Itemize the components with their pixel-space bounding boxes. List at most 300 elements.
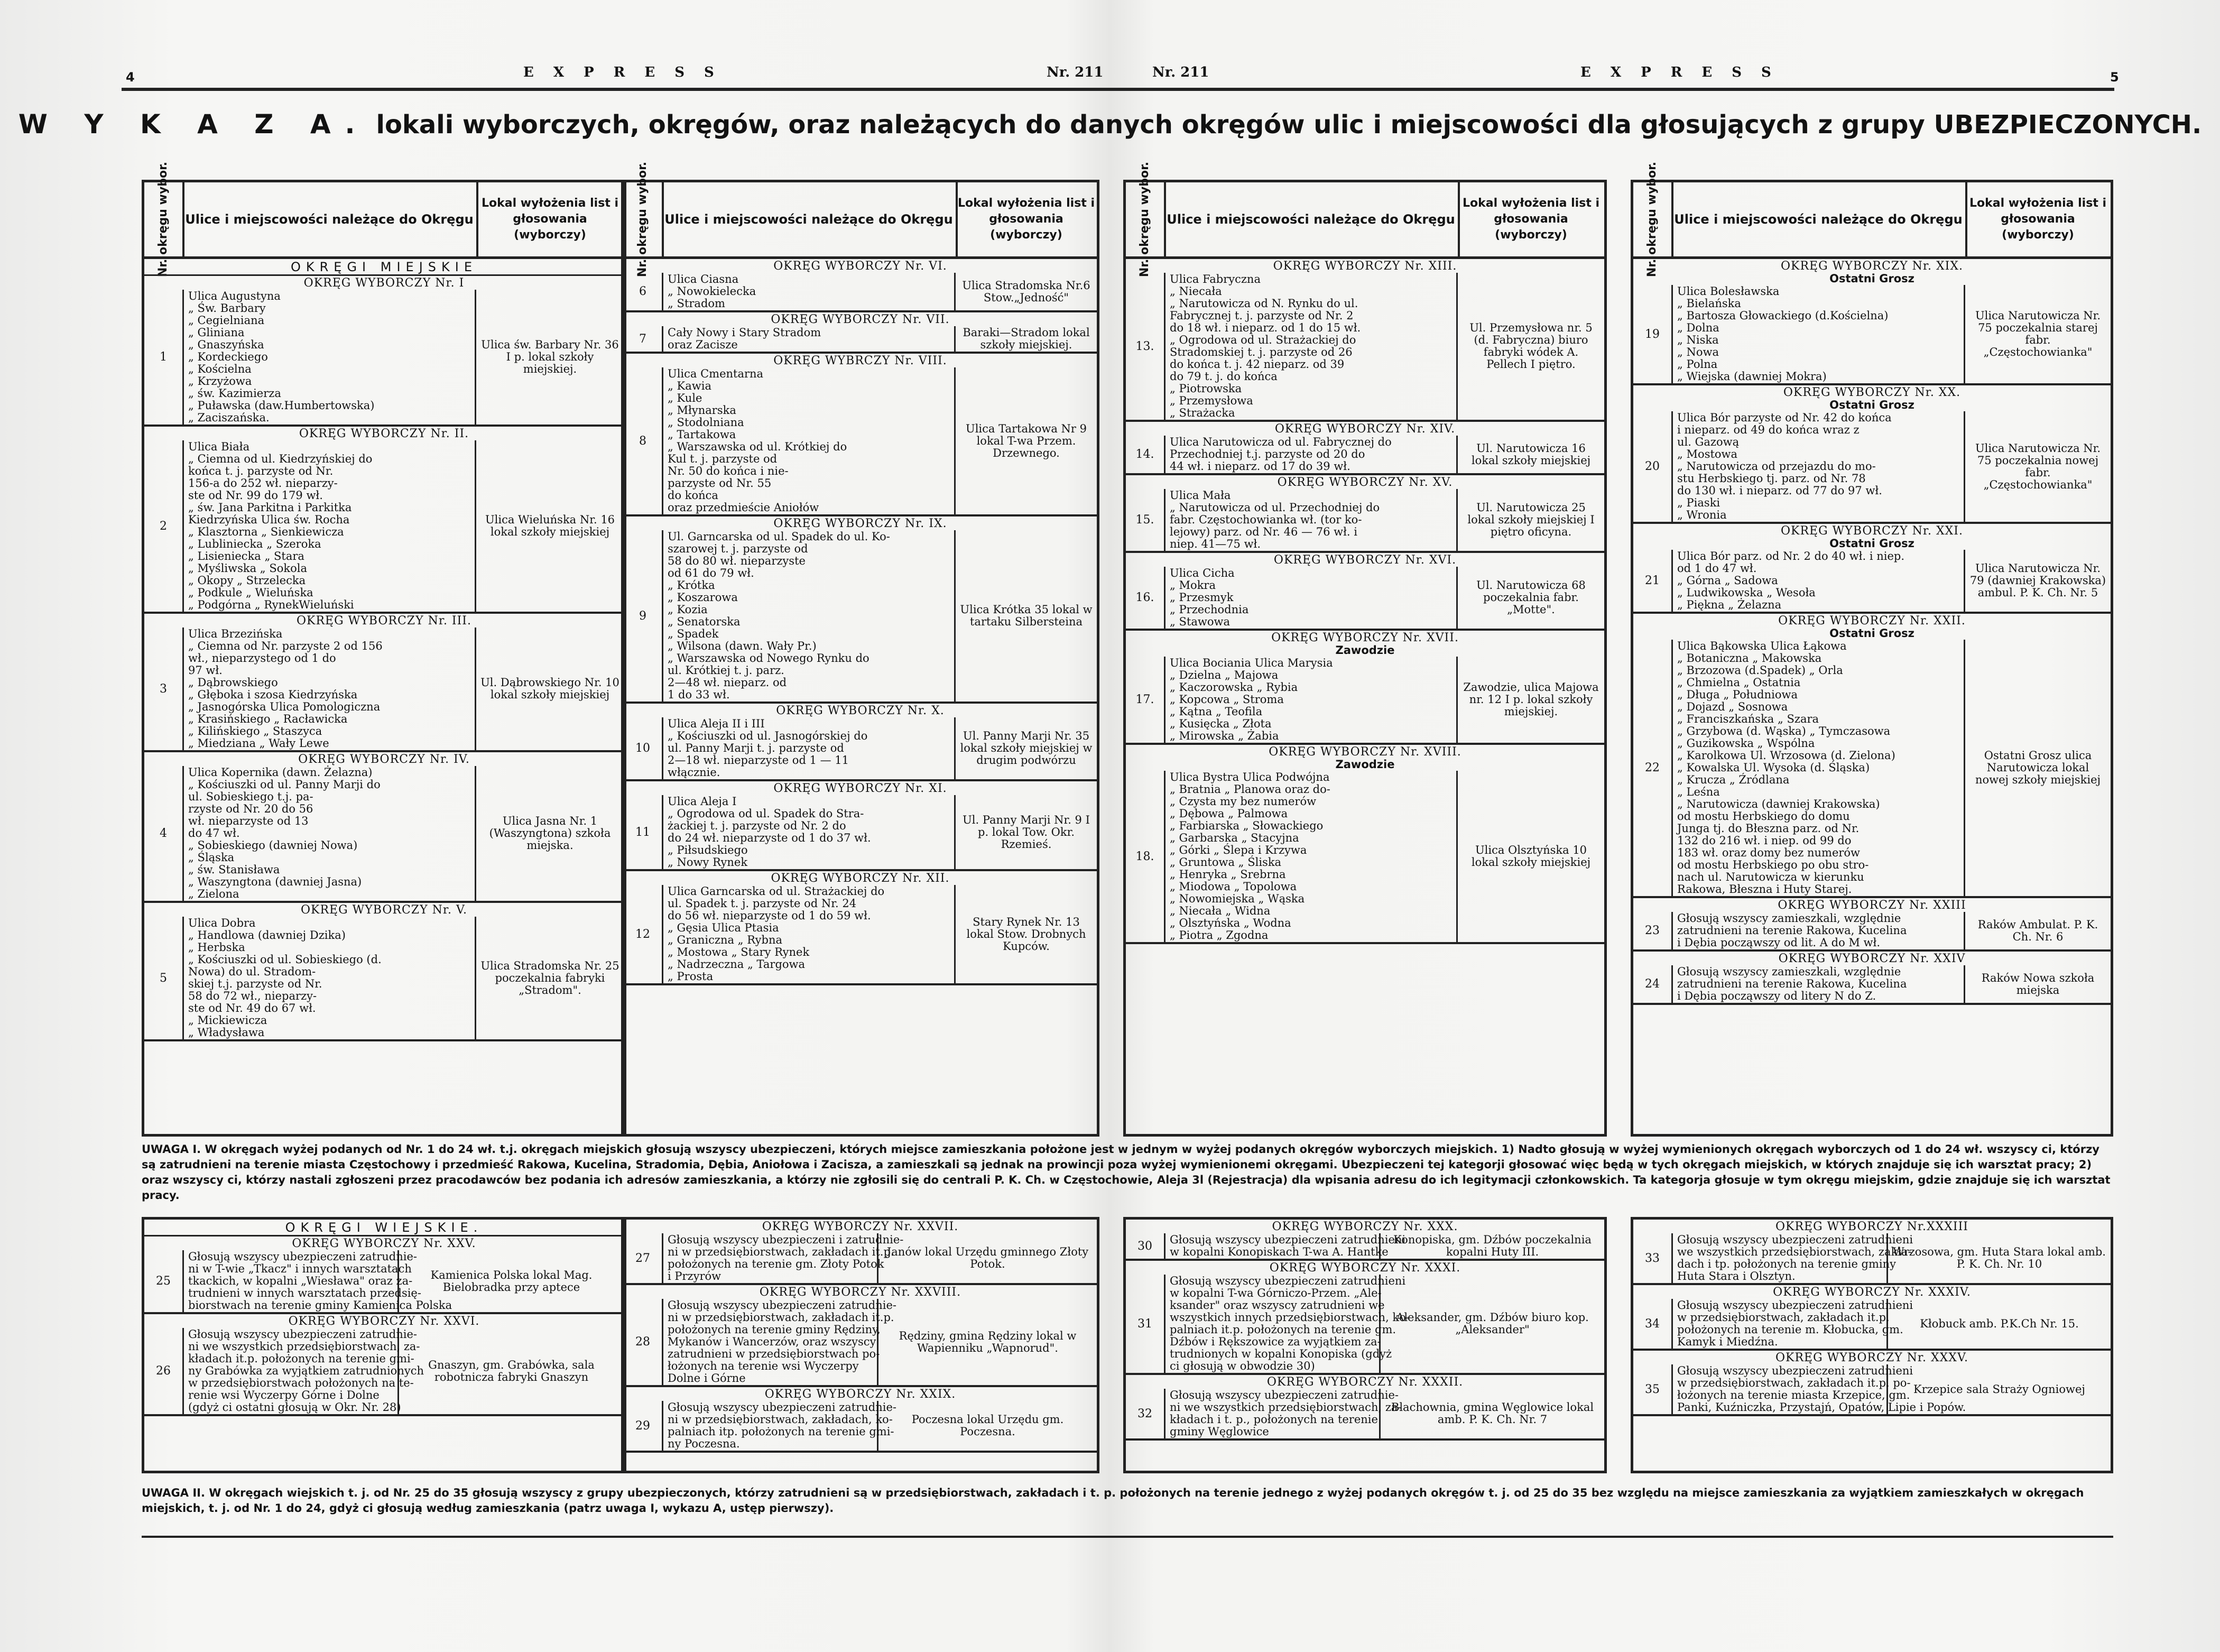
street-line: Głosują wszyscy ubezpieczeni zatrudnieni <box>1677 1364 1913 1377</box>
district-row <box>144 627 624 750</box>
district-title: OKRĘG WYBORCZY Nr. IX. <box>773 517 947 530</box>
district-title: OKRĘG WYBORCZY Nr. XXXI. <box>1269 1261 1461 1275</box>
district-column <box>1631 161 2113 1137</box>
street-line: „ Kościuszki od ul. Jasnogórskiej do <box>668 730 868 742</box>
district-row <box>144 917 624 1039</box>
district-row <box>1126 489 1604 551</box>
district-row <box>144 1328 624 1414</box>
district-subtitle: Zawodzie <box>1335 758 1395 771</box>
street-line: do 24 wł. nieparzyste od 1 do 37 wł. <box>668 832 871 844</box>
district-block <box>144 752 624 903</box>
street-line: „ Mirowska „ Żabia <box>1170 730 1279 742</box>
street-line: „ Kordeckiego <box>188 350 268 363</box>
district-subtitle: Ostatni Grosz <box>1829 272 1914 285</box>
district-polling-place: Ul. Panny Marji Nr. 9 I p. lokal Tow. Okr. Rzemieś. <box>963 813 1090 851</box>
district-number: 11 <box>635 825 650 839</box>
street-line: „ Kaczorowska „ Rybia <box>1170 681 1298 694</box>
district-streets <box>1671 411 1965 522</box>
district-polling-place: Raków Nowa szkoła miejska <box>1981 971 2095 996</box>
street-line: „ Narutowicza od ul. Przechodniej do <box>1170 501 1380 514</box>
street-line: „ Gnaszyńska <box>188 338 264 351</box>
district-number: 5 <box>160 971 167 985</box>
district-polling-place: Ulica Olsztyńska 10 lokal szkoły miejskiej <box>1471 844 1591 869</box>
street-line: Ulica Fabryczna <box>1170 273 1261 285</box>
street-line: kładach it.p. położonych na terenie gmi- <box>188 1352 414 1365</box>
street-line: Panki, Kuźniczka, Przystajń, Opatów, Lipie i Popów. <box>1677 1401 1966 1414</box>
street-line: „ Narutowicza (dawniej Krakowska) <box>1677 798 1880 810</box>
street-line: „ Waszyngtona (dawniej Jasna) <box>188 875 362 888</box>
street-line: „ Władysława <box>188 1026 265 1039</box>
street-line: „ Kusięcka „ Złota <box>1170 717 1272 730</box>
district-block <box>624 516 1097 704</box>
street-line: skiej t.j. parzyste od Nr. <box>188 977 322 990</box>
street-line: „ Nowa <box>1677 346 1719 358</box>
street-line: Ulica Aleja II i III <box>668 717 765 730</box>
district-title: OKRĘG WYBORCZY Nr. XVII. <box>1271 631 1459 644</box>
street-line: „ Niecała <box>1170 285 1222 298</box>
district-number: 18. <box>1135 850 1154 863</box>
district-block <box>1633 1351 2111 1416</box>
district-number: 23 <box>1645 924 1660 937</box>
street-line: Kamyk i Miedźna. <box>1677 1335 1778 1348</box>
district-title: OKRĘG WYBORCZY Nr. XXIII <box>1778 899 1966 912</box>
district-block <box>624 1220 1097 1285</box>
district-number: 21 <box>1645 574 1660 587</box>
street-line: Ulica Kopernika (dawn. Żelazna) <box>188 766 373 779</box>
street-line: ul. Krótkiej t. j. parz. <box>668 664 784 677</box>
street-line: położonych na terenie gminy Rędziny, <box>668 1323 881 1336</box>
street-line: Huta Stara i Olsztyn. <box>1677 1270 1796 1282</box>
district-block <box>1633 385 2111 524</box>
street-line: „ Stodolniana <box>668 416 744 429</box>
street-line: Ulica Mała <box>1170 489 1231 502</box>
street-line: „ Mostowa <box>1677 448 1738 460</box>
district-column <box>1123 161 1607 1137</box>
district-polling-place: Ulica Narutowicza Nr. 75 poczekalnia nowej fabr. „Częstochowianka" <box>1975 441 2101 491</box>
street-line: „ Graniczna „ Rybna <box>668 934 783 946</box>
street-line: „ Podkule „ Wieluńska <box>188 586 313 599</box>
street-line: „ Strażacka <box>1170 407 1235 419</box>
district-number: 30 <box>1137 1239 1152 1253</box>
street-line: „ Leśna <box>1677 786 1720 798</box>
street-line: „ Krasińskiego „ Racławicka <box>188 713 348 725</box>
district-title: OKRĘG WYBORCZY Nr. XXV. <box>292 1237 476 1250</box>
district-block <box>1126 1261 1604 1375</box>
district-number: 16. <box>1135 591 1154 604</box>
street-line: „ Krucza „ Źródlana <box>1677 773 1790 786</box>
street-line: Głosują wszyscy ubezpieczeni zatrudnie- <box>1170 1389 1399 1401</box>
district-title: OKRĘG WYBORCZY Nr. XV. <box>1277 476 1453 489</box>
street-line: „ Kozia <box>668 603 708 616</box>
street-line: „ Brzozowa (d.Spadek) „ Orla <box>1677 664 1843 677</box>
street-line: we wszystkich przedsiębiorstwach, zakła- <box>1677 1245 1912 1258</box>
district-number: 25 <box>156 1275 171 1288</box>
district-row <box>624 273 1097 310</box>
header-polling-place: Lokal wyłożenia list i głosowania (wyborczy) <box>481 197 619 242</box>
street-line: Głosują wszyscy zamieszkali, względnie <box>1677 912 1901 925</box>
district-polling-place: Ulica Wieluńska Nr. 16 lokal szkoły miejskiej <box>485 513 615 538</box>
rural-district-column <box>621 1217 1099 1473</box>
district-streets <box>662 273 956 310</box>
street-line: do 79 t. j. do końca <box>1170 370 1278 383</box>
street-line: zatrudnieni w przedsiębiorstwach po- <box>668 1348 880 1360</box>
district-block <box>624 871 1097 985</box>
street-line: położonych na terenie gm. Złoty Potok <box>668 1258 884 1270</box>
district-number: 35 <box>1645 1382 1660 1396</box>
street-line: do 18 wł. i nieparz. od 1 do 15 wł. <box>1170 321 1361 334</box>
street-line: „ Niska <box>1677 334 1719 346</box>
street-line: „ Mickiewicza <box>188 1014 267 1027</box>
district-number: 12 <box>635 927 650 941</box>
street-line: stu Herbskiego tj. parz. od Nr. 78 <box>1677 472 1866 485</box>
street-line: ul. Sobieskiego t.j. pa- <box>188 790 313 803</box>
district-number: 13. <box>1135 339 1154 353</box>
district-number: 34 <box>1645 1317 1660 1331</box>
street-line: „ Herbska <box>188 941 245 954</box>
district-row <box>1126 436 1604 473</box>
street-line: w przedsiębiorstwach, zakładach it.p. po- <box>1677 1377 1911 1389</box>
street-line: 2—48 wł. nieparz. od <box>668 676 787 689</box>
district-row <box>144 290 624 424</box>
street-line: „ Dolna <box>1677 321 1719 334</box>
district-row <box>624 885 1097 983</box>
district-block <box>144 903 624 1041</box>
district-row <box>1126 771 1604 942</box>
district-polling-place: Rędziny, gmina Rędziny lokal w Wapienniku „Wapnorud". <box>899 1329 1077 1354</box>
street-line: ni w przedsiębiorstwach, zakładach it.p. <box>668 1311 894 1324</box>
street-line: „ Św. Barbary <box>188 302 266 315</box>
urban-districts-label: OKRĘGI MIEJSKIE <box>144 259 624 276</box>
street-line: ni we wszystkich przedsiębiorstwach, za- <box>188 1340 420 1353</box>
district-streets <box>182 1328 424 1414</box>
street-line: „ Przesmyk <box>1170 591 1234 604</box>
district-number: 29 <box>635 1419 650 1433</box>
district-row <box>144 766 624 901</box>
street-line: „ Wilsona (dawn. Wały Pr.) <box>668 640 817 652</box>
district-streets <box>1164 489 1458 551</box>
page-title <box>0 109 2220 140</box>
street-line: Ulica Aleja I <box>668 795 737 808</box>
district-number: 17. <box>1135 693 1154 706</box>
street-line: gminy Węglowice <box>1170 1425 1269 1438</box>
district-polling-place: Konopiska, gm. Dźbów poczekalnia kopalni Huty III. <box>1393 1233 1592 1258</box>
district-row <box>1633 640 2111 896</box>
district-title: OKRĘG WYBORCZY Nr. XXVIII. <box>759 1286 961 1299</box>
district-title: OKRĘG WYBORCZY Nr. XXVI. <box>288 1315 480 1328</box>
header-streets: Ulice i miejscowości należące do Okręgu <box>1164 182 1460 256</box>
district-polling-place: Baraki—Stradom lokal szkoły miejskiej. <box>963 326 1090 351</box>
district-polling-place: Krzepice sala Straży Ogniowej <box>1913 1382 2085 1396</box>
district-number: 1 <box>160 350 167 364</box>
street-line: ste od Nr. 49 do 67 wł. <box>188 1002 316 1014</box>
street-line: zatrudnieni na terenie Rakowa, Kucelina <box>1677 924 1907 937</box>
district-streets <box>662 1401 897 1451</box>
district-title: OKRĘG WYBORCZY Nr. XIX. <box>1781 260 1963 273</box>
district-polling-place: Ulica Stradomska Nr. 25 poczekalnia fabryki „Stradom". <box>480 959 619 996</box>
district-number: 28 <box>635 1335 650 1349</box>
street-line: ul. Panny Marji t. j. parzyste od <box>668 742 844 754</box>
district-number: 14. <box>1135 448 1154 461</box>
street-line: „ Tartakowa <box>668 428 736 441</box>
district-block <box>624 1387 1097 1453</box>
district-streets <box>1671 285 1965 383</box>
street-line: „ Prosta <box>668 970 714 983</box>
street-line: ny Poczesna. <box>668 1437 740 1450</box>
district-streets <box>1164 657 1458 743</box>
street-line: „ Bielańska <box>1677 297 1741 310</box>
district-polling-place: Ulica Narutowicza Nr. 79 (dawniej Krakowska) ambul. P. K. Ch. Nr. 5 <box>1969 562 2106 599</box>
street-line: Głosują wszyscy ubezpieczeni zatrudnie- <box>188 1250 418 1263</box>
street-line: „ Myśliwska „ Sokola <box>188 562 307 575</box>
header-polling-place: Lokal wyłożenia list i głosowania (wyborczy) <box>957 197 1095 242</box>
street-line: w kopalni Konopiskach T-wa A. Hantke <box>1170 1245 1389 1258</box>
street-line: „ Narutowicza od przejazdu do mo- <box>1677 460 1876 473</box>
header-polling-place: Lokal wyłożenia list i głosowania (wyborczy) <box>1969 197 2107 242</box>
street-line: „ Wiejska (dawniej Mokra) <box>1677 370 1827 383</box>
street-line: parzyste od Nr. 55 <box>668 477 772 490</box>
street-line: „ Przemysłowa <box>1170 394 1253 407</box>
street-line: palniach itp. położonych na terenie gmi- <box>668 1425 894 1438</box>
district-polling-place: Zawodzie, ulica Majowa nr. 12 I p. lokal szkoły miejskiej. <box>1463 681 1599 718</box>
district-number: 26 <box>156 1364 171 1378</box>
street-line: Ulica Cicha <box>1170 567 1235 579</box>
street-line: „ Sobieskiego (dawniej Nowa) <box>188 839 358 852</box>
street-line: trudnionych w kopalni Konopiska (gdyż <box>1170 1348 1392 1360</box>
street-line: „ Kule <box>668 392 702 404</box>
street-line: 44 wł. i nieparz. od 17 do 39 wł. <box>1170 460 1350 473</box>
district-block <box>144 1236 624 1314</box>
district-streets <box>1671 1364 1966 1414</box>
street-line: w przedsiębiorstwach położonych na te- <box>188 1377 414 1389</box>
street-line: Kul t. j. parzyste od <box>668 453 778 465</box>
district-title: OKRĘG WYBORCZY Nr. III. <box>296 614 471 627</box>
rural-district-column <box>142 1217 626 1473</box>
district-number: 31 <box>1137 1317 1152 1331</box>
street-line: Dźbów i Rększowice za wyjątkiem za- <box>1170 1335 1381 1348</box>
district-streets <box>182 290 476 424</box>
district-block <box>1126 553 1604 631</box>
street-line: Dolne i Górne <box>668 1372 746 1385</box>
district-row <box>1633 550 2111 612</box>
district-polling-place: Ul. Dąbrowskiego Nr. 10 lokal szkoły miejskiej <box>480 676 619 701</box>
district-block <box>1126 745 1604 944</box>
district-streets <box>1164 1275 1410 1373</box>
street-line: wł., nieparzystego od 1 do <box>188 652 336 665</box>
district-row <box>1126 273 1604 420</box>
street-line: fabr. Częstochowianka wł. (tor ko- <box>1170 513 1362 526</box>
district-streets <box>662 1299 897 1385</box>
header-streets: Ulice i miejscowości należące do Okręgu <box>662 182 958 256</box>
district-polling-place: Wrzosowa, gm. Huta Stara lokal amb. P. K. Ch. Nr. 10 <box>1893 1245 2106 1270</box>
district-block <box>1633 952 2111 1005</box>
district-block <box>1633 1220 2111 1285</box>
street-line: „ Gliniana <box>188 326 245 339</box>
title-text: lokali wyborczych, okręgów, oraz należących do danych okręgów ulic i miejscowości dla głosujących z grupy UBEZPIECZONYCH. <box>376 110 2202 140</box>
district-title: OKRĘG WYBORCZY Nr. XXIV <box>1778 952 1966 965</box>
district-block <box>1126 422 1604 475</box>
street-line: Cały Nowy i Stary Stradom <box>668 326 821 339</box>
district-title: OKRĘG WYBORCZY Nr. XXXV. <box>1775 1351 1968 1364</box>
street-line: Ulica Bór parz. od Nr. 2 do 40 wł. i niep. <box>1677 550 1905 562</box>
street-line: lejowy) parz. od Nr. 46 — 76 wł. i <box>1170 525 1357 538</box>
street-line: „ Głęboka i szosa Kiedrzyńska <box>188 688 358 701</box>
district-number: 24 <box>1645 977 1660 991</box>
street-line: rzyste od Nr. 20 do 56 <box>188 802 313 815</box>
street-line: 156-a do 252 wł. nieparzy- <box>188 477 338 490</box>
district-title: OKRĘG WYBORCZY Nr. VII. <box>771 313 950 326</box>
district-streets <box>1671 965 1965 1003</box>
district-streets <box>182 917 476 1039</box>
district-polling-place: Janów lokal Urzędu gminnego Złoty Potok. <box>886 1245 1089 1270</box>
street-line: Głosują wszyscy ubezpieczeni zatrudnie- <box>668 1401 897 1414</box>
header-rule <box>122 88 2114 91</box>
street-line: „ Okopy „ Strzelecka <box>188 574 306 587</box>
district-streets <box>1164 1389 1402 1438</box>
district-polling-place: Blachownia, gmina Węglowice lokal amb. P. K. Ch. Nr. 7 <box>1391 1401 1594 1426</box>
district-title: OKRĘG WYBORCZY Nr. XIV. <box>1274 422 1456 436</box>
district-polling-place: Ostatni Grosz ulica Narutowicza lokal nowej szkoły miejskiej <box>1975 749 2101 786</box>
street-line: „ Dąbrowskiego <box>188 676 278 689</box>
district-streets <box>182 627 476 750</box>
district-number: 4 <box>160 827 167 840</box>
district-row <box>1633 965 2111 1003</box>
district-row <box>624 1299 1097 1385</box>
street-line: „ Botaniczna „ Makowska <box>1677 652 1822 665</box>
street-line: 2—18 wł. nieparzyste od 1 — 11 <box>668 754 849 767</box>
street-line: „ Podgórna „ RynekWieluński <box>188 598 354 611</box>
street-line: „ Ciemna od Nr. parzyste 2 od 156 <box>188 640 383 652</box>
street-line: „ Dzielna „ Majowa <box>1170 669 1279 681</box>
district-number: 33 <box>1645 1251 1660 1265</box>
street-line: „ Klasztorna „ Sienkiewicza <box>188 525 344 538</box>
street-line: Ulica Biała <box>188 440 250 453</box>
street-line: „ Ciemna od ul. Kiedrzyńskiej do <box>188 453 373 465</box>
header-district-number <box>1126 161 1166 278</box>
street-line: włącznie. <box>668 766 720 779</box>
district-number: 20 <box>1645 460 1660 473</box>
street-line: (gdyż ci ostatni głosują w Okr. Nr. 28) <box>188 1401 401 1414</box>
street-line: do 56 wł. nieparzyste od 1 do 59 wł. <box>668 909 871 922</box>
district-streets <box>662 1233 904 1283</box>
street-line: „ Jasnogórska Ulica Pomologiczna <box>188 700 381 713</box>
street-line: „ Dębowa „ Palmowa <box>1170 807 1288 820</box>
street-line: „ Nadrzeczna „ Targowa <box>668 958 806 971</box>
street-line: „ Lubliniecka „ Szeroka <box>188 538 321 550</box>
district-row <box>1633 285 2111 383</box>
street-line: „ Lisieniecka „ Stara <box>188 550 304 562</box>
street-line: 1 do 33 wł. <box>668 688 730 701</box>
column-body <box>144 259 624 1134</box>
street-line: Junga tj. do Błeszna parz. od Nr. <box>1677 822 1860 835</box>
rural-district-column <box>1123 1217 1607 1473</box>
street-line: 97 wł. <box>188 664 223 677</box>
district-polling-place: Gnaszyn, gm. Grabówka, sala robotnicza fabryki Gnaszyn <box>428 1358 595 1383</box>
street-line: „ Długa „ Południowa <box>1677 688 1798 701</box>
street-line: „ św. Jana Parkitna i Parkitka <box>188 501 352 514</box>
street-line: „ Przechodnia <box>1170 603 1249 616</box>
street-line: „ Chmielna „ Ostatnia <box>1677 676 1801 689</box>
street-line: ni w T-wie „Tkacz" i innych warsztatach <box>188 1262 412 1275</box>
district-polling-place: Ulica Narutowicza Nr. 75 poczekalnia starej fabr. „Częstochowianka" <box>1975 309 2101 358</box>
street-line: Stradomskiej t. j. parzyste od 26 <box>1170 346 1353 358</box>
street-line: „ Garbarska „ Stacyjna <box>1170 832 1299 844</box>
district-polling-place: Ul. Panny Marji Nr. 35 lokal szkoły miejskiej w drugim podwórzu <box>960 730 1093 767</box>
district-polling-place: Ul. Narutowicza 25 lokal szkoły miejskiej I piętro oficyna. <box>1467 501 1595 538</box>
district-block <box>144 1314 624 1416</box>
district-title: OKRĘG WYBORCZY Nr. XXVII. <box>762 1220 959 1233</box>
district-row <box>1633 1299 2111 1349</box>
street-line: niep. 41—75 wł. <box>1170 538 1261 550</box>
district-row <box>1126 1275 1604 1373</box>
street-line: „ Guzikowska „ Wspólna <box>1677 737 1815 750</box>
district-polling-place: Ul. Narutowicza 16 lokal szkoły miejskiej <box>1471 441 1591 467</box>
street-line: Ulica Ciasna <box>668 273 739 285</box>
district-number: 6 <box>639 285 646 298</box>
street-line: Nowa) do ul. Stradom- <box>188 965 316 978</box>
street-line: „ Kilińskiego „ Staszyca <box>188 725 322 737</box>
title-wykaz: W Y K A Z A. <box>18 109 369 140</box>
street-line: szarowej t. j. parzyste od <box>668 542 808 555</box>
left-page-number: 4 <box>126 70 135 85</box>
street-line: ni w przedsiębiorstwach, zakładach, ko- <box>668 1413 893 1426</box>
district-row <box>144 1250 624 1312</box>
district-column <box>142 161 626 1137</box>
street-line: ste od Nr. 99 do 179 wł. <box>188 489 323 502</box>
district-subtitle: Zawodzie <box>1335 644 1395 657</box>
district-title: OKRĘG WYBORCZY Nr. XVIII. <box>1269 745 1462 759</box>
district-number: 32 <box>1137 1407 1152 1420</box>
district-title: OKRĘG WYBORCZY Nr. XXXIV. <box>1773 1286 1971 1299</box>
district-row <box>624 795 1097 869</box>
street-line: i Dębia począwszy od lit. A do M wł. <box>1677 936 1881 949</box>
street-line: Ulica Garncarska od ul. Strażackiej do <box>668 885 885 898</box>
district-block <box>144 276 624 427</box>
district-block <box>1633 614 2111 898</box>
street-line: wł. nieparzyste od 13 <box>188 815 309 827</box>
street-line: „ Ludwikowska „ Wesoła <box>1677 586 1816 599</box>
district-row <box>1633 411 2111 522</box>
street-line: „ Mokra <box>1170 579 1216 592</box>
street-line: „ Miodowa „ Topolowa <box>1170 880 1297 893</box>
district-streets <box>1164 771 1458 942</box>
street-line: „ Nowokielecka <box>668 285 756 298</box>
street-line: „ Mostowa „ Stary Rynek <box>668 946 810 958</box>
district-subtitle: Ostatni Grosz <box>1829 399 1914 411</box>
street-line: oraz Zacisze <box>668 338 738 351</box>
district-number: 19 <box>1645 327 1660 341</box>
header-district-number-label: Nr. okręgu wybor. <box>1645 161 1659 278</box>
district-block <box>1633 1285 2111 1351</box>
district-title: OKRĘG WYBORCZY Nr. II. <box>299 427 469 440</box>
street-line: „ Handlowa (dawniej Dzika) <box>188 929 346 942</box>
street-line: „ Spadek <box>668 627 719 640</box>
street-line: Rakowa, Błeszna i Huty Starej. <box>1677 883 1852 896</box>
district-block <box>624 312 1097 354</box>
district-title: OKRĘG WYBORCZY Nr. XXXII. <box>1266 1376 1464 1389</box>
district-title: OKRĘG WYBORCZY Nr. I <box>303 276 465 290</box>
header-district-number-label: Nr. okręgu wybor. <box>636 161 649 278</box>
district-title: OKRĘG WYBORCZY Nr. XXX. <box>1272 1220 1458 1233</box>
street-line: Głosują wszyscy ubezpieczeni zatrudnieni <box>1677 1233 1913 1246</box>
street-line: „ Kopcowa „ Stroma <box>1170 693 1284 706</box>
street-line: „ Piaski <box>1677 496 1720 509</box>
street-line: „ Miedziana „ Wały Lewe <box>188 737 329 750</box>
district-row <box>1126 657 1604 743</box>
street-line: „ Kościelna <box>188 363 252 375</box>
district-title: OKRĘG WYBORCZY Nr. XXII. <box>1778 614 1966 627</box>
street-line: „ Nowy Rynek <box>668 856 748 869</box>
district-row <box>1633 912 2111 949</box>
